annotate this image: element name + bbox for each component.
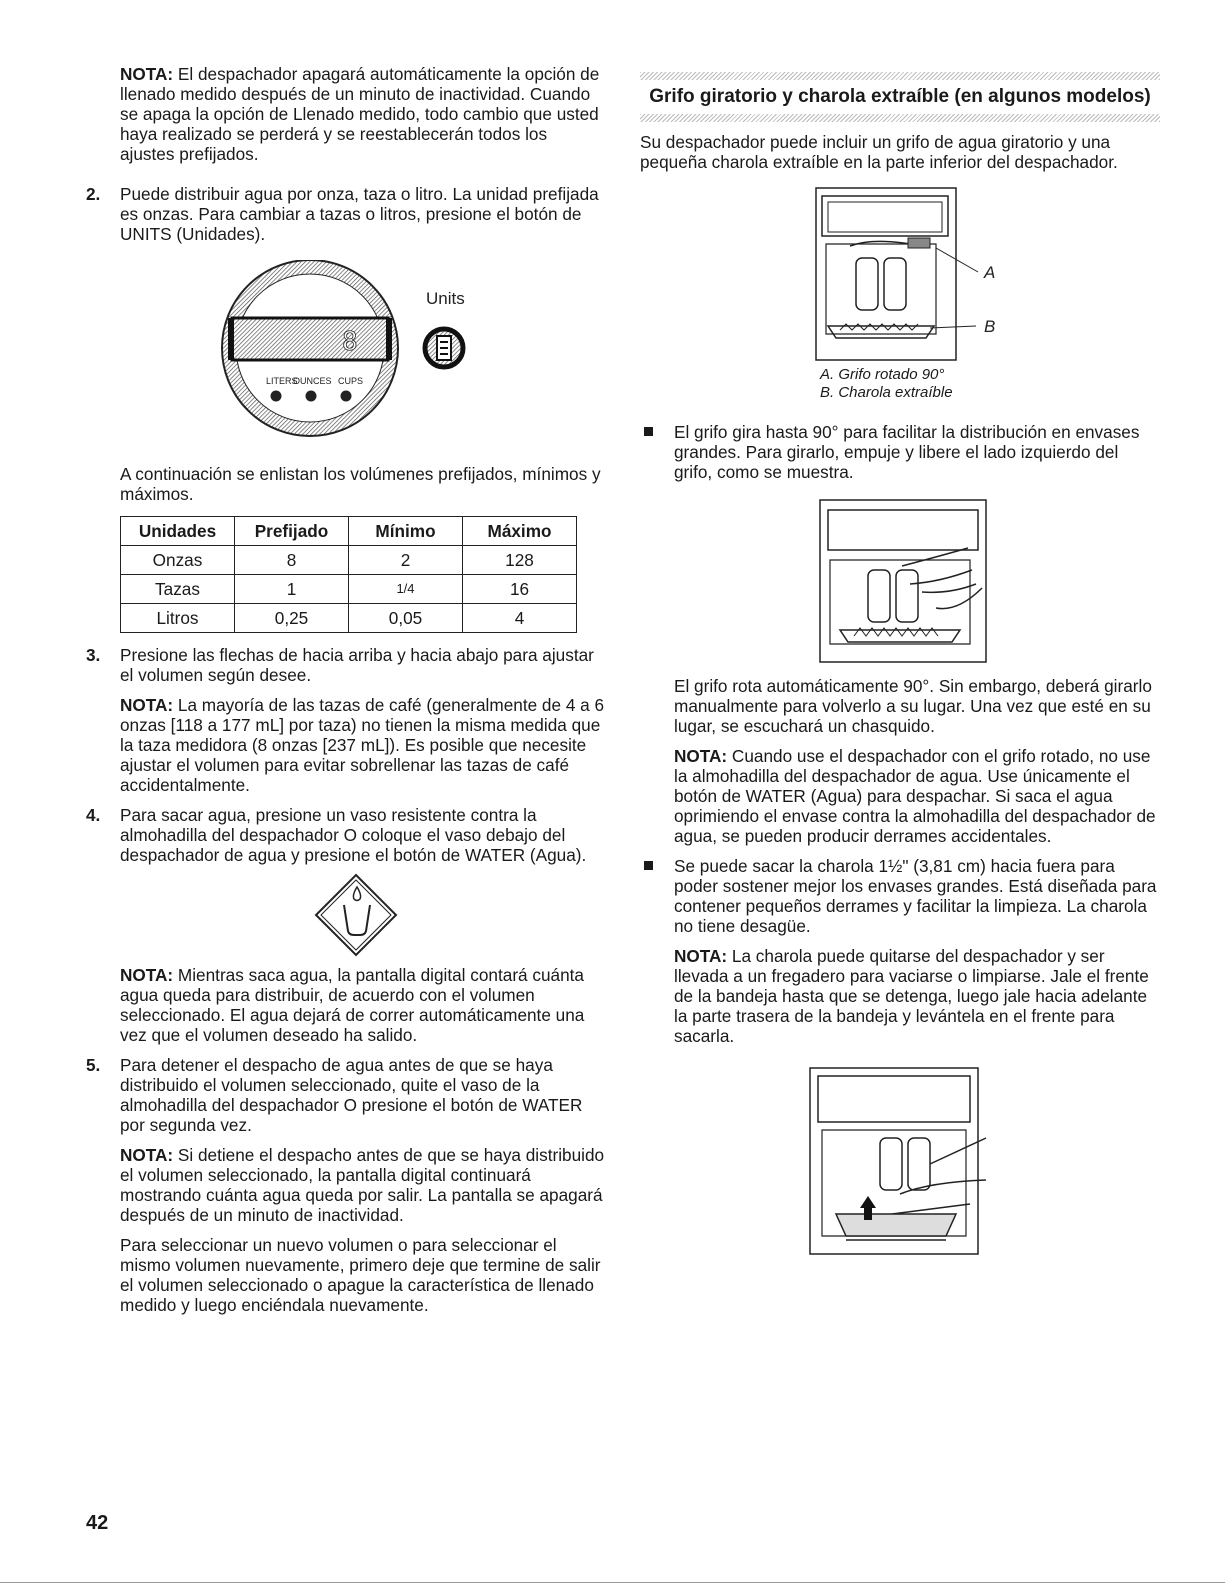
note-text: Cuando use el despachador con el grifo rotado, no use la almohadilla del despachador de agua. Use únicamente el botón de WATER (Agua) para despachar. Si saca el agua oprimiendo el envase contra la almohadilla del despachador de agua, se pueden producir derrames accidentales.	[674, 746, 1156, 846]
note-countdown	[120, 965, 606, 1045]
note-text: Mientras saca agua, la pantalla digital contará cuánta agua queda para distribuir, de acuerdo con el volumen seleccionado. El agua dejará de correr automáticamente una vez que el volumen deseado ha salido.	[120, 965, 585, 1045]
heading-rule-top	[640, 72, 1160, 80]
dispenser-figure-labeled	[640, 184, 1160, 366]
table-cell: 1/4	[349, 575, 463, 604]
paragraph-auto-rotate: El grifo rota automáticamente 90°. Sin embargo, deberá girarlo manualmente para volverlo a su lugar. Una vez que esté en su lugar, se escuchará un chasquido.	[674, 676, 1152, 736]
step-number: 3.	[86, 645, 101, 665]
heading-rule-bottom	[640, 114, 1160, 122]
note-text: Si detiene el despacho antes de que se haya distribuido el volumen seleccionado, la pantalla digital continuará mostrando cuánta agua queda por salir. La pantalla se apagará después de un minuto de inactividad.	[120, 1145, 605, 1225]
right-column	[640, 72, 1160, 1260]
table-cell: 2	[349, 546, 463, 575]
water-button-figure	[86, 873, 606, 959]
note-stop-early	[120, 1145, 606, 1225]
step-text: Puede distribuir agua por onza, taza o litro. La unidad prefijada es onzas. Para cambiar a tazas o litros, presione el botón de UNITS (Unidades).	[120, 184, 599, 244]
step-3	[86, 645, 606, 685]
note-label: NOTA:	[120, 965, 174, 985]
note-label: NOTA:	[120, 64, 174, 84]
table-intro: A continuación se enlistan los volúmenes prefijados, mínimos y máximos.	[120, 464, 601, 504]
units-label: Units	[426, 289, 465, 308]
bullet-text: Se puede sacar la charola 1½" (3,81 cm) hacia fuera para poder sostener mejor los envases grandes. Está diseñada para contener pequeños derrames y facilitar la limpieza. La charola no tiene desagüe.	[674, 856, 1157, 936]
dispenser-illustration	[640, 184, 1160, 366]
display-digit: 8	[342, 327, 358, 357]
water-button-icon	[86, 873, 606, 959]
indicator-dot	[271, 391, 282, 402]
display-label-cups: CUPS	[338, 376, 364, 386]
table-header: Prefijado	[235, 517, 349, 546]
bullet-tray	[640, 856, 1160, 936]
note-label: NOTA:	[674, 946, 728, 966]
table-cell: 128	[463, 546, 577, 575]
table-header: Mínimo	[349, 517, 463, 546]
table-row	[121, 604, 577, 633]
note-label: NOTA:	[120, 1145, 174, 1165]
note-text: La charola puede quitarse del despachador y ser llevada a un fregadero para vaciarse o limpiarse. Jale el frente de la bandeja hasta que se detenga, luego jale hacia adelante la parte trasera de la bandeja y levántela en el frente para sacarla.	[674, 946, 1149, 1046]
step-text: Para sacar agua, presione un vaso resistente contra la almohadilla del despachador O coloque el vaso debajo del despachador de agua y presione el botón de WATER (Agua).	[120, 805, 587, 865]
left-column	[86, 64, 606, 1315]
units-display-figure	[86, 260, 606, 450]
step-number: 2.	[86, 184, 101, 204]
paragraph-reselect: Para seleccionar un nuevo volumen o para seleccionar el mismo volumen nuevamente, primero deje que termine de salir el volumen seleccionado o apague la característica de llenado medido y luego enciéndala nuevamente.	[120, 1235, 601, 1315]
table-cell: Tazas	[121, 575, 235, 604]
bullet-icon	[644, 861, 653, 870]
note-text: El despachador apagará automáticamente la opción de llenado medido después de un minuto de inactividad. Cuando se apaga la opción de Llenado medido, todo cambio que usted haya realizado se perderá y se reestablecerán todos los ajustes prefijados.	[120, 64, 600, 164]
table-cell: 4	[463, 604, 577, 633]
display-label-liters: LITERS	[266, 376, 298, 386]
step-4	[86, 805, 606, 865]
table-cell: 0,05	[349, 604, 463, 633]
table-cell: 1	[235, 575, 349, 604]
table-cell: 16	[463, 575, 577, 604]
dispenser-push-illustration	[640, 496, 1160, 666]
units-display-illustration	[86, 260, 606, 450]
dispenser-push-figure	[640, 496, 1160, 666]
page-bottom-rule	[0, 1582, 1225, 1583]
caption-b: B. Charola extraíble	[820, 384, 953, 401]
note-label: NOTA:	[120, 695, 174, 715]
step-number: 5.	[86, 1055, 101, 1075]
note-rotated-spout	[674, 746, 1160, 846]
note-text: La mayoría de las tazas de café (generalmente de 4 a 6 onzas [118 a 177 mL] por taza) no tienen la misma medida que la taza medidora (8 onzas [237 mL]). Es posible que necesite ajustar el volumen para evitar sobrellenar las tazas de café accidentalmente.	[120, 695, 605, 795]
table-header: Unidades	[121, 517, 235, 546]
table-header: Máximo	[463, 517, 577, 546]
bullet-rotate-spout	[640, 422, 1160, 482]
step-text: Presione las flechas de hacia arriba y hacia abajo para ajustar el volumen según desee.	[120, 645, 594, 685]
table-cell: 8	[235, 546, 349, 575]
tray-removal-illustration	[640, 1064, 1160, 1260]
step-text: Para detener el despacho de agua antes de que se haya distribuido el volumen seleccionado, quite el vaso de la almohadilla del despachador O presione el botón de WATER por segunda vez.	[120, 1055, 583, 1135]
display-label-ounces: OUNCES	[293, 376, 332, 386]
table-cell: Onzas	[121, 546, 235, 575]
bullet-icon	[644, 427, 653, 436]
figure-label-a: A	[984, 263, 996, 282]
page-number: 42	[86, 1512, 109, 1534]
caption-a: A. Grifo rotado 90°	[820, 366, 945, 383]
volume-table	[120, 516, 577, 633]
table-cell: 0,25	[235, 604, 349, 633]
note-remove-tray	[674, 946, 1160, 1046]
section-heading: Grifo giratorio y charola extraíble (en algunos modelos)	[649, 86, 1151, 107]
section-intro: Su despachador puede incluir un grifo de agua giratorio y una pequeña charola extraíble en la parte inferior del despachador.	[640, 132, 1118, 172]
table-cell: Litros	[121, 604, 235, 633]
step-5	[86, 1055, 606, 1135]
step-number: 4.	[86, 805, 101, 825]
table-row	[121, 546, 577, 575]
indicator-dot	[341, 391, 352, 402]
note-auto-off	[120, 64, 606, 164]
figure-label-b: B	[984, 317, 996, 336]
table-row	[121, 575, 577, 604]
tray-removal-figure	[640, 1064, 1160, 1260]
step-2	[86, 184, 606, 244]
table-header-row	[121, 517, 577, 546]
note-label: NOTA:	[674, 746, 728, 766]
bullet-text: El grifo gira hasta 90° para facilitar la distribución en envases grandes. Para girarlo, empuje y libere el lado izquierdo del grifo, como se muestra.	[674, 422, 1140, 482]
note-coffee-cups	[120, 695, 606, 795]
figure-caption	[820, 366, 1160, 402]
indicator-dot	[306, 391, 317, 402]
